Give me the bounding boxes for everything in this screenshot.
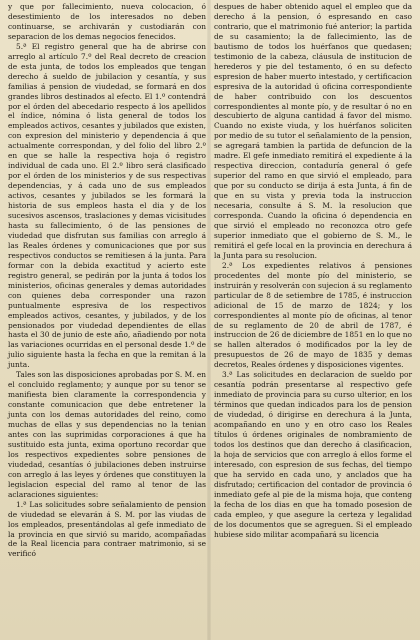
paragraph: Tales son las disposiciones aprobadas por S. M. en el concluido reglamento; y aunque por su tenor se manifiesta bien claramente la correspondencia y constante comunicacion que debe entretener la junta con los demas autoridades del reino, como muchas de ellas y sus dependencias no la tenian antes con las suprimidas corporaciones á que ha sustituido esta junta, exima oportuno recordar que los respectivos expedientes sobre pensiones de viudedad, cesantías ó jubilaciones deben instruirse con arreglo á las leyes y órdenes que constituyen la legislacion especial del ramo al tenor de las aclaraciones siguientes: bbox=[8, 370, 206, 499]
right-column bbox=[214, 2, 412, 539]
paragraph: 2.ª Los expedientes relativos á pensiones procedentes del monte pío del ministerio, se instruirán y resolverán con sujecion á su reglamento particular de 8 de setiembre de 1785, é instruccion adicional de 15 de marzo de 1824; y los correspondientes al monte pío de oficinas, al tenor de su reglamento de 20 de abril de 1787, é instruccion de 26 de diciembre de 1851 en lo que no se hallen alterados ó modificados por la ley de presupuestos de 26 de mayo de 1835 y demas decretos, Reales órdenes y disposiciones vigentes. bbox=[214, 260, 412, 370]
paragraph: y que por fallecimiento, nueva colocacion, ó desestimiento de los interesados no deben continuarse, se archivarán y custodiarán con separacion de los demas negocios fenecidos. bbox=[8, 2, 206, 41]
paragraph: 5.ª El registro general que ha de abrirse con arreglo al artículo 7.º del Real decreto de creacion de esta junta, de todos los empleados que tengan derecho á sueldo de jubilacion y cesantía, y sus familias á pension de viudedad, se formará en dos grandes libros destinados al efecto. El 1.º contendrá por el órden del abecedario respecto á los apellidos el índice, nómina ó lista general de todos los empleados activos, cesantes y jubilados que existen, con expresion del ministerio y dependencia á que actualmente correspondan, y del folio del libro 2.º en que se halle la respectiva hoja ó registro individual de cada uno. El 2.º libro será clasificado por el órden de los ministerios y de sus respectivas dependencias, y á cada uno de sus empleados activos, cesantes y jubilados se les formará la historia de sus empleos hasta el dia y de los sucesivos ascensos, traslaciones y demas vicisitudes hasta su fallecimiento, ó de las pensiones de viudedad que disfrutan sus familias con arreglo á las Reales órdenes y comunicaciones que por sus respectivos conductos se remitiesen á la junta. Para formar con la debida exactitud y acierto este registro general, se pedirán por la junta á todos los ministerios, oficinas generales y demas autoridades con quienes deba corresponder una razon puntualmente espresiva de los respectivos empleados activos, cesantes, y jubilados, y de los pensionados por viudedad dependientes de ellas hasta el 30 de junio de este año, añadiendo por nota las variaciones ocurridas en el personal desde 1.º de julio siguiente hasta la fecha en que la remitan á la junta. bbox=[8, 41, 206, 370]
paragraph: 3.ª Las solicitudes en declaracion de sueldo por cesantía podrán presentarse al respectivo gefe inmediato de provincia para su curso ulterior, en los términos que quedan indicados para los de pension de viudedad, ó dirigirse en derechura á la Junta, acompañando en uno y en otro caso los Reales títulos ú órdenes originales de nombramiento de todos los destinos que dan derecho á clasificacion, la hoja de servicios que con arreglo á ellos forme el interesado, con espresion de sus fechas, del tiempo que ha servido en cada uno, y anclados que ha disfrutado; certificacion del contador de provincia ó inmediato gefe al pie de la misma hoja, que conteng la fecha de los dias en que ha tomado posesion de cada empleo, y que asegure la certeza y legalidad de los documentos que se agreguen. Si el empleado hubiese sido militar acompañará su licencia bbox=[214, 370, 412, 539]
column-gutter bbox=[207, 0, 211, 640]
paragraph: despues de haber obtenido aquel el empleo que da derecho á la pension, ó espresando en caso contrario, que el matrimonio fué anterior; la partida de su casamiento; la de fallecimiento, las de bautismo de todos los huérfanos que quedasen; testimonio de la cabeza, cláusula de institucion de herederos y pie del testamento, ó en su defecto espresion de haber muerto intestado, y certificacion espresiva de la autoridad ú oficina correspondiente de haber contribuido con los descuentos correspondientes al monte pío, y de resultar ó no en descubierto de alguna cantidad á favor del mismo. Cuando no existe viuda, y los huérfanos soliciten por medio de su tutor el señalamiento de la pension, se agregará tambien la partida de defuncion de la madre. El gefe inmediato remitirá el expediente á la respectiva direccion, contaduría general ó gefe superior del ramo en que sirvió el empleado, para que por su conducto se dirija á esta Junta, á fin de que en su vista y previa toda la instruccion necesaria, consulte á S. M. la resolucion que corresponda. Cuando la oficina ó dependencia en que sirvió el empleado no reconozca otro gefe superior inmediato que el gobierno de S. M., le remitirá el gefe local en la provincia en derechura á la Junta para su resolucion. bbox=[214, 2, 412, 260]
left-column bbox=[8, 2, 206, 559]
paragraph: 1.ª Las solicitudes sobre señalamiento de pension de viudedad se elevarán á S. M. por las viudas de los empleados, presentándolas al gefe inmediato de la provincia en que sirvió su marido, acompañadas de la Real licencia para contraer matrimonio, si se verificó bbox=[8, 499, 206, 559]
